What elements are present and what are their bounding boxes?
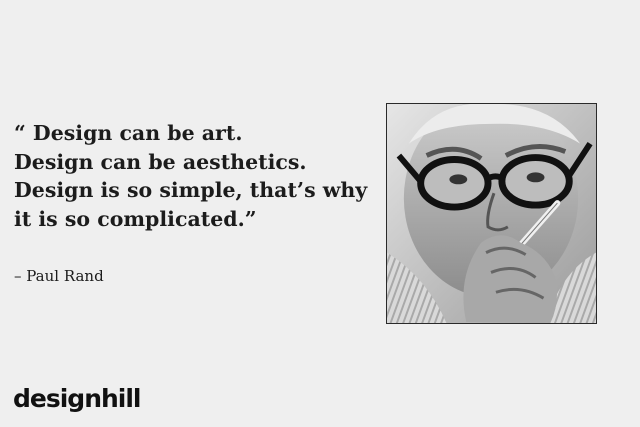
quote-line-3: Design is so simple, that’s why	[14, 178, 368, 202]
quote-line-1: “ Design can be art.	[14, 121, 243, 145]
portrait-illustration	[387, 104, 596, 323]
portrait-photo	[386, 103, 597, 324]
quote-line-4: it is so complicated.”	[14, 206, 257, 231]
designhill-logo: designhill	[13, 384, 141, 413]
quote-text	[14, 119, 374, 233]
quote-line-2: Design can be aesthetics.	[14, 149, 307, 174]
quote-attribution: – Paul Rand	[14, 267, 104, 285]
